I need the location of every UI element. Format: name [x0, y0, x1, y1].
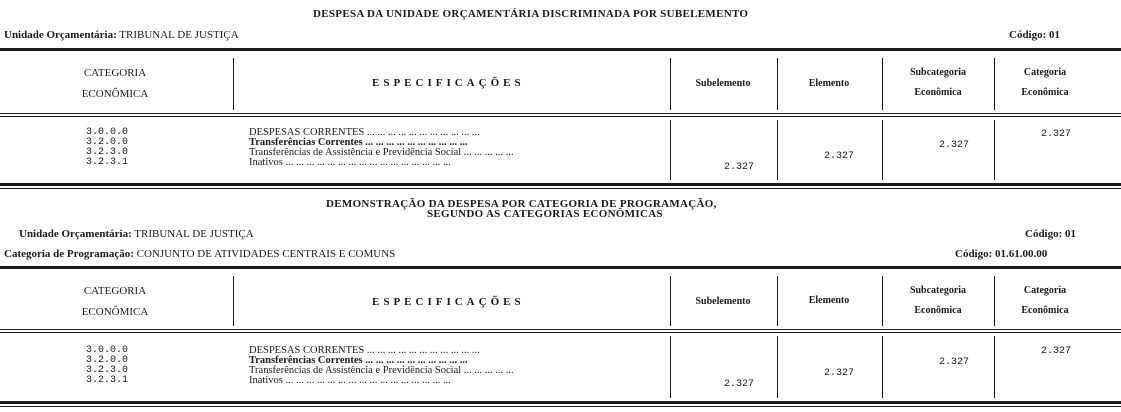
- divider: [994, 336, 995, 398]
- hdr-categoria-economica: [60, 285, 170, 318]
- hdr-line: Categoria: [1023, 67, 1067, 78]
- table2-header-rule: [0, 329, 1121, 330]
- hdr-elemento: Elemento: [808, 295, 850, 306]
- table2-specs: [249, 346, 514, 386]
- code: 3.2.3.0: [86, 365, 129, 376]
- hdr-line: ECONÔMICA: [81, 88, 149, 100]
- unidade-value: TRIBUNAL DE JUSTIÇA: [134, 228, 254, 240]
- divider: [233, 58, 234, 110]
- divider: [670, 276, 671, 326]
- table2-header-rule: [0, 332, 1121, 333]
- code: 3.2.0.0: [86, 355, 129, 366]
- hdr-line: Econômica: [1021, 305, 1069, 316]
- spec-line: DESPESAS CORRENTES ... ... ... ... ... ... ... ... ... ... ...: [249, 127, 480, 138]
- spec-line: Inativos ... ... ... ... ... ... ... ... ... ... ... ... ... ... ... ...: [249, 375, 451, 386]
- table1-elemento-value: 2.327: [824, 151, 855, 162]
- spec-line: DESPESAS CORRENTES ... ... ... ... ... ... ... ... ... ... ...: [249, 345, 480, 356]
- table1-categoria-value: 2.327: [1041, 129, 1072, 140]
- table1-codes: [86, 128, 128, 168]
- divider: [882, 120, 883, 180]
- spec-line: Transferências Correntes ... ... ... ... ... ... ... ... ... ...: [249, 137, 468, 148]
- table1-bottom-rule: [0, 188, 1121, 189]
- code: 3.2.3.1: [86, 375, 129, 386]
- hdr-line: CATEGORIA: [83, 67, 147, 79]
- hdr-line: ECONÔMICA: [81, 306, 149, 318]
- section1-title: DESPESA DA UNIDADE ORÇAMENTÁRIA DISCRIMINADA POR SUBELEMENTO: [313, 8, 749, 20]
- divider: [233, 276, 234, 326]
- table2-codes: [86, 346, 128, 386]
- divider: [994, 276, 995, 326]
- spec-line: Transferências de Assistência e Previdência Social ... ... ... ... ...: [249, 365, 514, 376]
- table2-bottom-rule: [0, 401, 1121, 404]
- code: 3.0.0.0: [86, 127, 129, 138]
- categoria-codigo: Código: 01.61.00.00: [955, 248, 1048, 260]
- divider: [882, 336, 883, 398]
- unidade-label: Unidade Orçamentária:: [4, 29, 117, 41]
- hdr-line: Subcategoria: [909, 67, 967, 78]
- table1-specs: [249, 128, 514, 168]
- divider: [882, 58, 883, 110]
- hdr-line: Subcategoria: [909, 285, 967, 296]
- hdr-elemento: Elemento: [808, 78, 850, 89]
- hdr-subcategoria: [883, 285, 993, 316]
- divider: [882, 276, 883, 326]
- table1-subelemento-value: 2.327: [724, 162, 755, 173]
- divider: [777, 276, 778, 326]
- divider: [670, 58, 671, 110]
- section2-title-line1: DEMONSTRAÇÃO DA DESPESA POR CATEGORIA DE PROGRAMAÇÃO,: [326, 198, 717, 210]
- hdr-subcategoria: [883, 67, 993, 98]
- divider: [777, 58, 778, 110]
- divider: [994, 58, 995, 110]
- divider: [994, 120, 995, 180]
- divider: [670, 120, 671, 180]
- table2-subcategoria-value: 2.327: [939, 357, 970, 368]
- hdr-line: Econômica: [914, 87, 962, 98]
- divider: [670, 336, 671, 398]
- categoria-programacao: [4, 248, 395, 260]
- hdr-categoria: [995, 67, 1095, 98]
- table1-subcategoria-value: 2.327: [939, 140, 970, 151]
- code: 3.2.3.1: [86, 157, 129, 168]
- categoria-label: Categoria de Programação:: [4, 248, 134, 260]
- hdr-line: Econômica: [914, 305, 962, 316]
- code: 3.2.0.0: [86, 137, 129, 148]
- divider: [777, 120, 778, 180]
- section2-title-line2: SEGUNDO AS CATEGORIAS ECONÔMICAS: [427, 208, 663, 220]
- spec-line: Inativos ... ... ... ... ... ... ... ... ... ... ... ... ... ... ... ...: [249, 157, 451, 168]
- hdr-subelemento: Subelemento: [695, 296, 751, 307]
- hdr-line: CATEGORIA: [83, 285, 147, 297]
- hdr-categoria-economica: [60, 67, 170, 100]
- table2-top-rule: [0, 266, 1121, 269]
- categoria-value: CONJUNTO DE ATIVIDADES CENTRAIS E COMUNS: [136, 248, 396, 260]
- unidade-value: TRIBUNAL DE JUSTIÇA: [119, 29, 239, 41]
- hdr-line: Econômica: [1021, 87, 1069, 98]
- code: 3.0.0.0: [86, 345, 129, 356]
- hdr-categoria: [995, 285, 1095, 316]
- table2-categoria-value: 2.327: [1041, 346, 1072, 357]
- table1-top-rule: [0, 48, 1121, 51]
- unidade-orcamentaria-2: [19, 228, 254, 240]
- table2-elemento-value: 2.327: [824, 368, 855, 379]
- hdr-line: Categoria: [1023, 285, 1067, 296]
- codigo: Código: 01: [1009, 29, 1061, 41]
- divider: [777, 336, 778, 398]
- spec-line: Transferências de Assistência e Previdência Social ... ... ... ... ...: [249, 147, 514, 158]
- code: 3.2.3.0: [86, 147, 129, 158]
- table2-subelemento-value: 2.327: [724, 379, 755, 390]
- unidade-orcamentaria: [4, 29, 239, 41]
- table1-header-rule: [0, 116, 1121, 117]
- hdr-especificacoes: ESPECIFICAÇÕES: [372, 77, 525, 89]
- table1-bottom-rule: [0, 183, 1121, 186]
- codigo-2: Código: 01: [1025, 228, 1077, 240]
- spec-line: Transferências Correntes ... ... ... ... ... ... ... ... ... ...: [249, 355, 468, 366]
- unidade-label: Unidade Orçamentária:: [19, 228, 132, 240]
- hdr-subelemento: Subelemento: [695, 78, 751, 89]
- table2-bottom-rule: [0, 406, 1121, 407]
- table1-header-rule: [0, 113, 1121, 114]
- hdr-especificacoes: ESPECIFICAÇÕES: [372, 296, 525, 308]
